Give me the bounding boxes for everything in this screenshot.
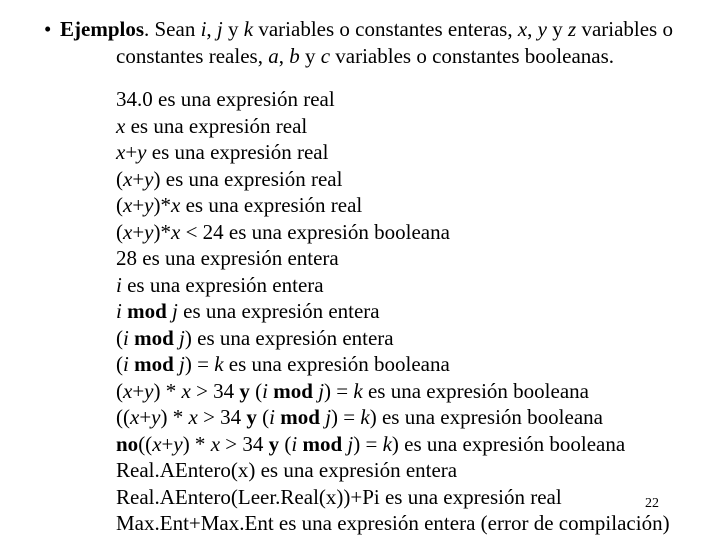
variable: x (130, 405, 140, 429)
variable: j (179, 325, 185, 350)
expression-text: ) es una expresión entera (184, 325, 394, 350)
expression-text: ( (116, 219, 123, 244)
expression-text: ) * (182, 431, 211, 456)
expression-text: es una expresión real (180, 193, 363, 217)
example-line (116, 139, 706, 166)
variable: k (214, 352, 224, 376)
variable: i (123, 325, 129, 350)
example-line (116, 219, 706, 246)
var-x: x (517, 17, 528, 41)
keyword: mod (273, 378, 313, 403)
expression-text: + (132, 193, 145, 217)
variable: x (188, 405, 198, 429)
intro-text: variables o constantes booleanas. (330, 44, 615, 68)
expression-text: + (132, 378, 145, 403)
example-line (116, 113, 706, 140)
expression-text: ( (116, 378, 123, 403)
expression-text: ) es una expresión booleana (391, 431, 626, 456)
variable: y (137, 140, 147, 164)
variable: j (318, 378, 325, 403)
example-line (116, 192, 706, 219)
variable: x (210, 431, 221, 456)
keyword: mod (302, 431, 343, 456)
example-line (116, 510, 706, 537)
variable: k (382, 431, 392, 456)
expression-text: es una expresión entera (121, 272, 324, 297)
intro-text: , (278, 44, 290, 68)
expression-text: es una expresión entera (177, 299, 380, 323)
variable: y (151, 405, 161, 429)
variable: j (179, 352, 185, 376)
variable: x (171, 193, 181, 217)
variable: x (152, 431, 162, 456)
expression-text: Real.AEntero(x) es una expresión entera (116, 458, 458, 482)
variable: k (353, 378, 363, 403)
expression-text: ) es una expresión booleana (369, 405, 603, 429)
expression-text: es una expresión real (146, 140, 329, 164)
var-a: a (268, 44, 279, 68)
intro-text: constantes reales, (116, 44, 269, 68)
expression-text: + (161, 431, 174, 456)
variable: x (123, 219, 133, 244)
variable: x (123, 378, 133, 403)
example-line (116, 404, 706, 431)
intro-text: , (206, 17, 217, 41)
var-i: i (200, 17, 207, 41)
variable: i (123, 352, 129, 376)
expression-text: ) * (153, 378, 182, 403)
example-line (116, 86, 706, 113)
keyword: mod (280, 405, 320, 429)
expression-text: < 24 es una expresión booleana (180, 219, 450, 244)
example-line (116, 431, 706, 458)
variable: x (116, 113, 126, 138)
example-line (116, 484, 706, 511)
keyword: y (239, 378, 250, 403)
variable: k (360, 405, 370, 429)
keyword: y (246, 405, 257, 429)
expression-text: ) = (324, 378, 354, 403)
var-b: b (289, 44, 300, 68)
expression-text: ) * (160, 405, 189, 429)
example-line (116, 378, 706, 405)
variable: i (116, 299, 122, 323)
intro-paragraph (44, 16, 714, 70)
expression-text: )* (153, 193, 171, 217)
intro-text: , (527, 17, 538, 41)
page-number: 22 (645, 496, 659, 511)
expression-text: ( (249, 378, 263, 403)
variable: i (291, 431, 298, 456)
var-k: k (243, 17, 254, 41)
keyword: y (268, 431, 280, 456)
example-line (116, 351, 706, 378)
example-line (116, 272, 706, 299)
var-j: j (216, 17, 223, 41)
example-line (116, 457, 706, 484)
variable: y (144, 166, 154, 191)
variable: i (116, 272, 122, 297)
variable: j (172, 299, 178, 323)
expression-text: > 34 (190, 378, 240, 403)
expression-text: ( (116, 193, 123, 217)
variable: y (173, 431, 183, 456)
intro-text: y (299, 44, 321, 68)
intro-line-2 (116, 43, 714, 70)
expression-text: ( (116, 325, 123, 350)
expression-text: Real.AEntero(Leer.Real(x))+Pi es una expresión real (116, 484, 562, 509)
keyword: mod (134, 352, 174, 376)
examples-heading: Ejemplos (60, 17, 144, 41)
example-line (116, 325, 706, 352)
bullet-marker: • (44, 17, 52, 41)
example-line (116, 245, 706, 272)
variable: i (262, 378, 269, 403)
expression-text: + (139, 405, 152, 429)
variable: j (347, 431, 354, 456)
expression-text: 34.0 es una expresión real (116, 87, 335, 111)
variable: x (181, 378, 191, 403)
expression-text: ) = (331, 405, 361, 429)
expression-text: ( (116, 166, 123, 191)
var-c: c (320, 44, 331, 68)
variable: y (144, 378, 154, 403)
expression-text: ) = (184, 352, 215, 376)
intro-line-1 (60, 16, 714, 43)
variable: x (123, 193, 133, 217)
expression-text: ) es una expresión real (153, 166, 343, 191)
expression-text: > 34 (220, 431, 269, 456)
example-line (116, 298, 706, 325)
var-z: z (568, 17, 577, 41)
intro-text: variables o constantes enteras, (253, 17, 518, 41)
expression-text: 28 es una expresión entera (116, 246, 339, 270)
variable: x (171, 219, 181, 244)
expression-text: > 34 (197, 405, 247, 429)
variable: i (269, 405, 276, 429)
expression-text: es una expresión booleana (362, 378, 589, 403)
expression-text: ( (256, 405, 270, 429)
variable: x (123, 166, 133, 191)
variable: y (144, 193, 154, 217)
keyword: mod (134, 325, 174, 350)
expression-text: + (132, 166, 145, 191)
variable: j (325, 405, 332, 429)
example-line (116, 166, 706, 193)
expression-text: + (132, 219, 145, 244)
expression-text: )* (153, 219, 171, 244)
expression-text: (( (138, 431, 153, 456)
expression-text: + (125, 140, 138, 164)
expression-text: Max.Ent+Max.Ent es una expresión entera (error de compilación) (116, 511, 670, 535)
keyword: no (116, 431, 139, 456)
intro-text: y (222, 17, 244, 41)
intro-text: y (547, 17, 568, 41)
expression-text: es una expresión booleana (223, 352, 450, 376)
expression-text: es una expresión real (125, 113, 308, 138)
intro-text: variables o (576, 17, 673, 41)
expression-text: ) = (353, 431, 383, 456)
expression-text: (( (116, 405, 130, 429)
expression-text: ( (116, 352, 123, 376)
intro-text: . Sean (144, 17, 201, 41)
variable: x (116, 140, 126, 164)
keyword: mod (127, 299, 167, 323)
var-y: y (537, 17, 547, 41)
examples-list (116, 86, 706, 537)
variable: y (144, 219, 154, 244)
expression-text: ( (279, 431, 292, 456)
